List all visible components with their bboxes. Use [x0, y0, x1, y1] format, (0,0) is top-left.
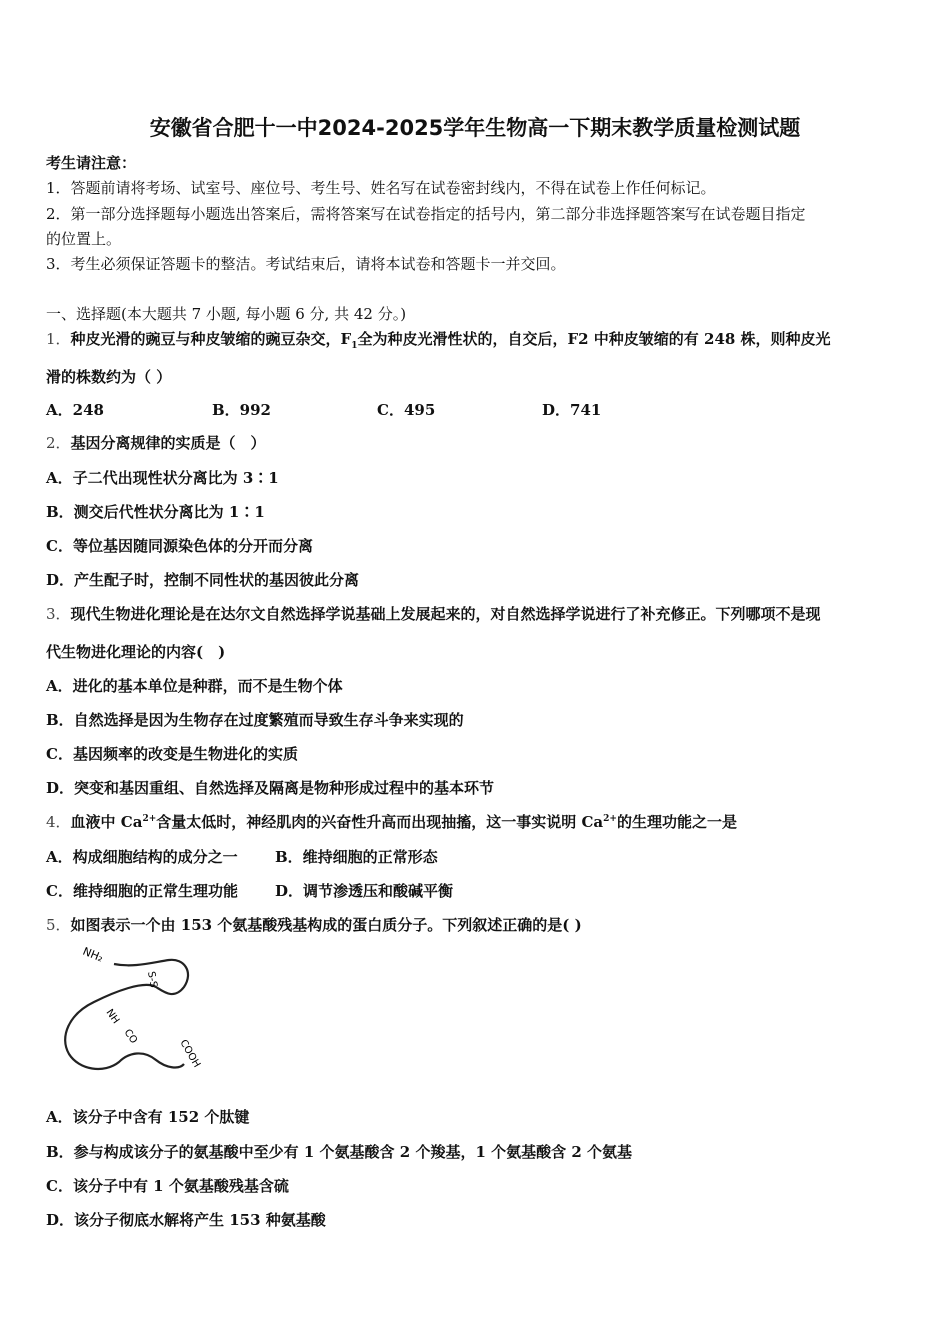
notice-item-3: 3．考生必须保证答题卡的整洁。考试结束后，请将本试卷和答题卡一并交回。	[46, 255, 566, 273]
q4-sup-2: 2+	[603, 814, 617, 824]
q3-option-c: C．基因频率的改变是生物进化的实质	[46, 745, 298, 763]
q1-number: 1．	[46, 330, 71, 348]
q1-subscript: 1	[351, 341, 358, 351]
notice-heading: 考生请注意：	[46, 154, 137, 172]
q4-option-a: A．构成细胞结构的成分之一	[46, 848, 238, 866]
q3-text: 现代生物进化理论是在达尔文自然选择学说基础上发展起来的，对自然选择学说进行了补充修正。下列哪项不是现	[70, 605, 821, 623]
notice-item-2: 2．第一部分选择题每小题选出答案后，需将答案写在试卷指定的括号内，第二部分非选择题答案写在试卷题目指定	[46, 205, 806, 223]
cooh-label: COOH	[177, 1038, 203, 1070]
q1-text-a: 种皮光滑的豌豆与种皮皱缩的豌豆杂交，F	[70, 330, 352, 348]
nh2-label: NH₂	[80, 944, 106, 965]
notice-item-1: 1．答题前请将考场、试室号、座位号、考生号、姓名写在试卷密封线内，不得在试卷上作任何标记。	[46, 179, 716, 197]
q4-option-d: D．调节渗透压和酸碱平衡	[275, 882, 454, 900]
nh-label: NH	[103, 1007, 122, 1027]
q3-option-b: B．自然选择是因为生物存在过度繁殖而导致生存斗争来实现的	[46, 711, 464, 729]
q2-option-c: C．等位基因随同源染色体的分开而分离	[46, 537, 313, 555]
q4-option-b: B．维持细胞的正常形态	[275, 848, 438, 866]
q1-stem-line1	[46, 328, 831, 351]
q5-option-c: C．该分子中有 1 个氨基酸残基含硫	[46, 1177, 289, 1195]
polypeptide-chain	[65, 960, 188, 1069]
q2-text: 基因分离规律的实质是（ ）	[70, 434, 266, 452]
disulfide-label: S-S	[145, 970, 159, 989]
q1-option-d: D．741	[542, 401, 602, 419]
q3-number: 3．	[46, 605, 71, 623]
q5-number: 5．	[46, 916, 71, 934]
q2-option-b: B．测交后代性状分离比为 1∶1	[46, 503, 265, 521]
q2-option-a: A．子二代出现性状分离比为 3∶1	[46, 469, 279, 487]
q3-option-d: D．突变和基因重组、自然选择及隔离是物种形成过程中的基本环节	[46, 779, 495, 797]
q1-option-a: A．248	[46, 401, 104, 419]
protein-molecule-figure	[44, 942, 214, 1082]
q2-number: 2．	[46, 434, 71, 452]
page-title: 安徽省合肥十一中2024-2025学年生物高一下期末教学质量检测试题	[149, 116, 801, 140]
q2-stem	[46, 432, 266, 453]
q2-option-d: D．产生配子时，控制不同性状的基因彼此分离	[46, 571, 360, 589]
q5-text: 如图表示一个由 153 个氨基酸残基构成的蛋白质分子。下列叙述正确的是( )	[70, 916, 582, 934]
q4-text-2: 含量太低时，神经肌肉的兴奋性升高而出现抽搐，这一事实说明 Ca	[156, 813, 604, 831]
q3-stem-line1	[46, 603, 821, 624]
q4-number: 4．	[46, 813, 71, 831]
q4-sup-1: 2+	[142, 814, 157, 824]
section-heading: 一、选择题(本大题共 7 小题, 每小题 6 分, 共 42 分。)	[46, 305, 407, 323]
co-label: CO	[121, 1027, 140, 1046]
notice-item-2-cont: 的位置上。	[46, 230, 122, 248]
q1-stem-line2: 滑的株数约为（ ）	[46, 368, 172, 386]
q1-option-b: B．992	[212, 401, 271, 419]
q5-stem	[46, 914, 582, 935]
q1-text-b: 全为种皮光滑性状的，自交后，F2 中种皮皱缩的有 248 株，则种皮光	[357, 330, 831, 348]
q4-option-c: C．维持细胞的正常生理功能	[46, 882, 238, 900]
q5-option-a: A．该分子中含有 152 个肽键	[46, 1108, 250, 1126]
q5-option-d: D．该分子彻底水解将产生 153 种氨基酸	[46, 1211, 326, 1229]
q4-text-3: 的生理功能之一是	[616, 813, 737, 831]
q4-stem	[46, 811, 737, 832]
q1-option-c: C．495	[377, 401, 436, 419]
q3-option-a: A．进化的基本单位是种群，而不是生物个体	[46, 677, 343, 695]
q5-option-b: B．参与构成该分子的氨基酸中至少有 1 个氨基酸含 2 个羧基，1 个氨基酸含 2 个氨基	[46, 1143, 632, 1161]
q3-stem-line2: 代生物进化理论的内容( )	[46, 643, 226, 661]
q4-text-1: 血液中 Ca	[70, 813, 143, 831]
